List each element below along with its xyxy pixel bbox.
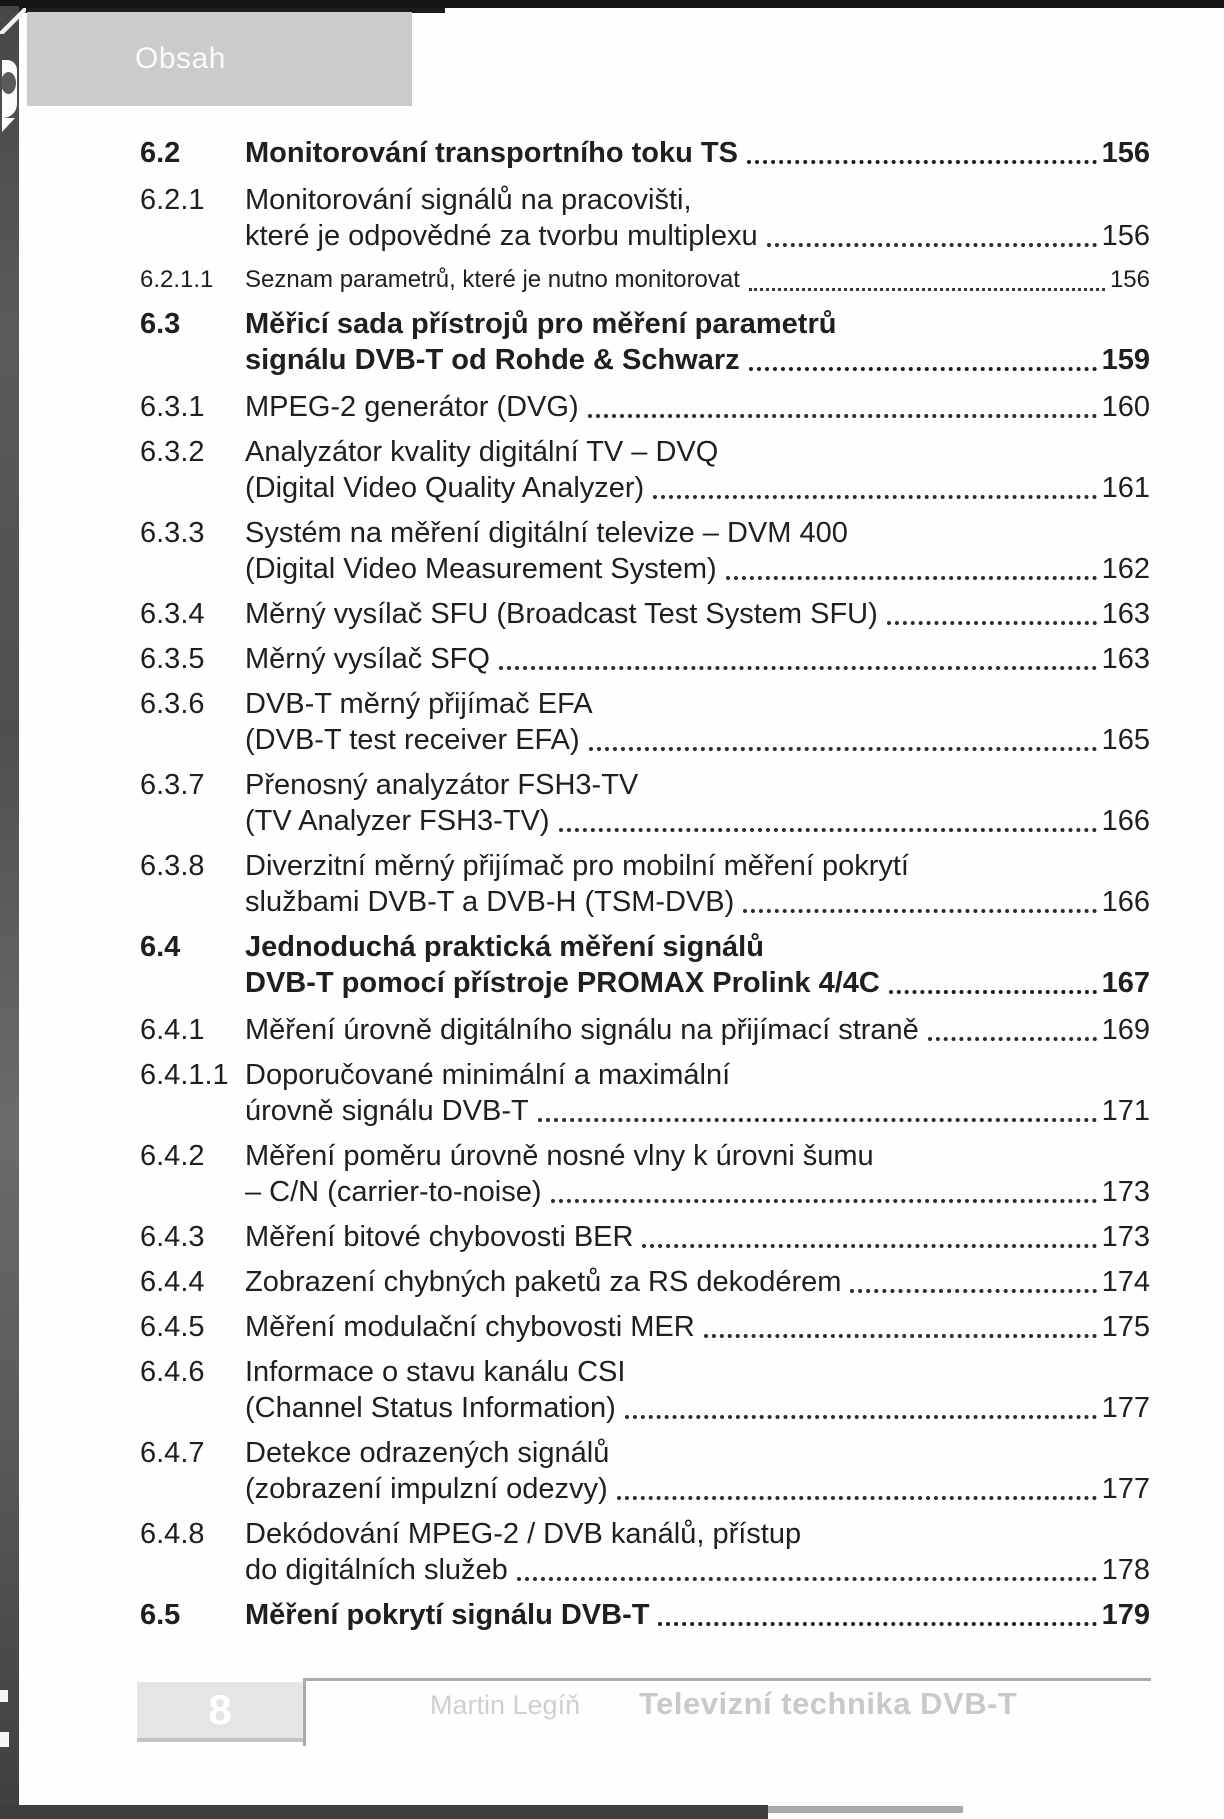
- toc-entry: [140, 1597, 1150, 1633]
- toc-entry: [140, 767, 1150, 839]
- toc-entry-line: [245, 218, 1150, 254]
- footer-rule: [303, 1678, 1151, 1681]
- toc-entry: [140, 1012, 1150, 1048]
- toc-entry-line: Informace o stavu kanálu CSI: [245, 1356, 626, 1388]
- binding-mark: [2, 60, 17, 118]
- toc-entry-body: [245, 1597, 1150, 1633]
- toc-entry-title: Měření bitové chybovosti BER: [245, 1221, 634, 1253]
- leader-dots: [559, 803, 1097, 832]
- toc-entry-title: (TV Analyzer FSH3-TV): [245, 805, 550, 837]
- toc-entry-body: [245, 1138, 1150, 1210]
- page-title: Obsah: [135, 42, 226, 75]
- toc-entry-title: které je odpovědné za tvorbu multiplexu: [245, 220, 758, 252]
- toc-entry-line: Jednoduchá praktická měření signálů: [245, 931, 764, 963]
- toc-entry-line: [245, 551, 1150, 587]
- leader-dots: [653, 470, 1096, 499]
- leader-dots: [642, 1219, 1096, 1248]
- toc-entry-number: 6.3.4: [140, 598, 205, 630]
- toc-entry-line: [245, 1597, 1150, 1633]
- toc-entry: [140, 929, 1150, 1001]
- leader-dots: [588, 389, 1097, 418]
- toc-entry-page: 177: [1101, 1392, 1150, 1424]
- toc-entry-title: – C/N (carrier-to-noise): [245, 1176, 542, 1208]
- toc-entry-page: 169: [1101, 1014, 1150, 1046]
- toc-entry-page: 162: [1101, 553, 1150, 585]
- bottom-scan-band-light: [768, 1806, 963, 1813]
- toc-entry-page: 163: [1101, 643, 1150, 675]
- leader-dots: [658, 1597, 1096, 1626]
- toc-entry-line: [245, 1552, 1150, 1588]
- binding-notch: [0, 1732, 9, 1747]
- toc-entry-page: 177: [1101, 1473, 1150, 1505]
- toc-entry-number: 6.3.5: [140, 643, 205, 675]
- toc-entry: [140, 1219, 1150, 1255]
- toc-entry-body: [245, 1057, 1150, 1129]
- toc-entry: [140, 389, 1150, 425]
- toc-entry-body: [245, 1516, 1150, 1588]
- toc-entry-title: DVB-T pomocí přístroje PROMAX Prolink 4/4C: [245, 967, 880, 999]
- toc-entry: [140, 686, 1150, 758]
- leader-dots: [551, 1174, 1097, 1203]
- footer-book-title: Televizní technika DVB-T: [639, 1686, 1018, 1721]
- toc-entry-number: 6.4.7: [140, 1437, 205, 1469]
- toc-entry-body: [245, 1309, 1150, 1345]
- toc-entry-number: 6.4.5: [140, 1311, 205, 1343]
- leader-dots: [726, 551, 1097, 580]
- toc-entry-line: [245, 1309, 1150, 1345]
- toc-entry: [140, 596, 1150, 632]
- toc-entry-page: 166: [1101, 886, 1150, 918]
- toc-entry-title: signálu DVB-T od Rohde & Schwarz: [245, 344, 740, 376]
- toc-entry-number: 6.2: [140, 137, 181, 169]
- toc-entry-title: Měření modulační chybovosti MER: [245, 1311, 695, 1343]
- toc-entry-page: 156: [1101, 137, 1150, 169]
- leader-dots: [538, 1093, 1097, 1122]
- toc-entry-line: [245, 135, 1150, 171]
- toc-entry-line: [245, 1390, 1150, 1426]
- toc-entry: [140, 848, 1150, 920]
- toc-entry: [140, 1264, 1150, 1300]
- toc-entry-body: [245, 182, 1150, 254]
- toc-entry-page: 167: [1101, 967, 1150, 999]
- toc-entry: [140, 1435, 1150, 1507]
- toc-entry-page: 179: [1101, 1599, 1150, 1631]
- toc-entry-body: [245, 596, 1150, 632]
- toc-entry-body: [245, 1219, 1150, 1255]
- toc-entry-line: [245, 470, 1150, 506]
- toc-entry-line: [245, 641, 1150, 677]
- toc-entry-line: [245, 803, 1150, 839]
- footer-author: Martin Legíň: [430, 1690, 581, 1720]
- toc-entry-body: [245, 1354, 1150, 1426]
- leader-dots: [889, 965, 1097, 994]
- toc-entry-line: [245, 965, 1150, 1001]
- toc-entry-number: 6.3.1: [140, 391, 205, 423]
- toc-entry-line: [245, 263, 1150, 297]
- toc-entry-number: 6.3.3: [140, 517, 205, 549]
- toc-entry: [140, 1309, 1150, 1345]
- toc-entry-line: [245, 1471, 1150, 1507]
- toc-entry-number: 6.4.1.1: [140, 1059, 229, 1091]
- toc-entry-title: Měření pokrytí signálu DVB-T: [245, 1599, 650, 1631]
- toc-entry-line: Monitorování signálů na pracovišti,: [245, 184, 692, 216]
- toc-entry-number: 6.2.1: [140, 184, 205, 216]
- toc-entry-line: Detekce odrazených signálů: [245, 1437, 610, 1469]
- toc-entry-title: Měření úrovně digitálního signálu na přijímací straně: [245, 1014, 919, 1046]
- toc-entry-page: 163: [1101, 598, 1150, 630]
- toc-entry-page: 156: [1109, 266, 1150, 293]
- toc-entry-title: Měrný vysílač SFQ: [245, 643, 490, 675]
- toc-entry: [140, 1057, 1150, 1129]
- toc-entry-line: [245, 596, 1150, 632]
- toc-entry-line: [245, 1264, 1150, 1300]
- toc-entry-body: [245, 515, 1150, 587]
- leader-dots: [704, 1309, 1097, 1338]
- toc-entry-title: MPEG-2 generátor (DVG): [245, 391, 579, 423]
- toc-entry-body: [245, 389, 1150, 425]
- toc-entry: [140, 515, 1150, 587]
- toc-entry-title: úrovně signálu DVB-T: [245, 1095, 529, 1127]
- toc-entry-title: (Digital Video Quality Analyzer): [245, 472, 645, 504]
- toc-entry: [140, 1138, 1150, 1210]
- toc-entry-number: 6.4.8: [140, 1518, 205, 1550]
- toc-entry-body: [245, 263, 1150, 297]
- page-number-box: [137, 1682, 303, 1742]
- toc-entry-body: [245, 929, 1150, 1001]
- toc-entry-body: [245, 135, 1150, 171]
- toc-entry-page: 156: [1101, 220, 1150, 252]
- toc-entry-line: [245, 342, 1150, 378]
- book-binding-strip: [0, 6, 19, 1819]
- toc-entry-page: 171: [1101, 1095, 1150, 1127]
- bottom-scan-band: [0, 1805, 768, 1819]
- corner-scan-mark: [0, 8, 26, 34]
- toc-entry-line: [245, 722, 1150, 758]
- toc-entry: [140, 135, 1150, 171]
- toc-entry-page: 173: [1101, 1221, 1150, 1253]
- toc-entry-line: Měřicí sada přístrojů pro měření parametrů: [245, 308, 837, 340]
- toc-entry-number: 6.4.3: [140, 1221, 205, 1253]
- toc-entry-body: [245, 686, 1150, 758]
- toc-entry-title: (Digital Video Measurement System): [245, 553, 717, 585]
- toc-entry-body: [245, 641, 1150, 677]
- toc-entry-page: 160: [1101, 391, 1150, 423]
- toc-entry-title: (Channel Status Information): [245, 1392, 616, 1424]
- leader-dots: [749, 342, 1097, 371]
- toc-entry-line: [245, 1093, 1150, 1129]
- toc-entry-page: 159: [1101, 344, 1150, 376]
- toc-entry-title: službami DVB-T a DVB-H (TSM-DVB): [245, 886, 735, 918]
- toc-entry-body: [245, 434, 1150, 506]
- toc-entry-line: [245, 1174, 1150, 1210]
- toc-entry-line: [245, 884, 1150, 920]
- toc-entry-title: (zobrazení impulzní odezvy): [245, 1473, 608, 1505]
- toc-entry-line: Dekódování MPEG-2 / DVB kanálů, přístup: [245, 1518, 802, 1550]
- toc-entry-number: 6.4.4: [140, 1266, 205, 1298]
- footer-rule-vertical: [303, 1678, 306, 1746]
- toc-entry-number: 6.4.1: [140, 1014, 205, 1046]
- toc-entry-line: [245, 1219, 1150, 1255]
- page-number: 8: [208, 1686, 232, 1733]
- toc-entry-title: Seznam parametrů, které je nutno monitorovat: [245, 266, 740, 293]
- toc-entry-title: do digitálních služeb: [245, 1554, 508, 1586]
- toc-entry-title: Zobrazení chybných paketů za RS dekodérem: [245, 1266, 842, 1298]
- toc-entry-title: Měrný vysílač SFU (Broadcast Test System SFU): [245, 598, 878, 630]
- toc-entry-number: 6.4: [140, 931, 181, 963]
- toc-entry-line: Přenosný analyzátor FSH3-TV: [245, 769, 639, 801]
- binding-mark-dot: [1, 72, 16, 94]
- leader-dots: [743, 884, 1096, 913]
- toc-entry-page: 178: [1101, 1554, 1150, 1586]
- toc-entry-number: 6.3: [140, 308, 181, 340]
- toc-entry-page: 166: [1101, 805, 1150, 837]
- toc-entry-line: [245, 389, 1150, 425]
- toc-entry: [140, 263, 1150, 297]
- toc-entry-number: 6.3.2: [140, 436, 205, 468]
- toc-entry-line: Diverzitní měrný přijímač pro mobilní měření pokrytí: [245, 850, 909, 882]
- toc-entry-body: [245, 848, 1150, 920]
- toc-entry-line: Analyzátor kvality digitální TV – DVQ: [245, 436, 719, 468]
- top-scan-band: [0, 0, 1224, 8]
- toc-entry-body: [245, 1435, 1150, 1507]
- toc-entry-body: [245, 1012, 1150, 1048]
- toc-entry-body: [245, 306, 1150, 378]
- toc-entry-line: Měření poměru úrovně nosné vlny k úrovni šumu: [245, 1140, 874, 1172]
- leader-dots: [617, 1471, 1097, 1500]
- toc-entry-page: 173: [1101, 1176, 1150, 1208]
- toc-entry-page: 165: [1101, 724, 1150, 756]
- toc-entry-number: 6.2.1.1: [140, 266, 214, 293]
- leader-dots: [887, 596, 1097, 625]
- toc-entry-body: [245, 1264, 1150, 1300]
- leader-dots: [625, 1390, 1097, 1419]
- toc-entry-page: 174: [1101, 1266, 1150, 1298]
- chapter-header-box: [27, 12, 412, 106]
- toc-entry-number: 6.3.7: [140, 769, 205, 801]
- binding-notch: [0, 1690, 8, 1702]
- leader-dots: [517, 1552, 1097, 1581]
- table-of-contents: [140, 130, 1150, 1644]
- toc-entry-number: 6.3.6: [140, 688, 205, 720]
- toc-entry: [140, 1516, 1150, 1588]
- toc-entry-number: 6.3.8: [140, 850, 205, 882]
- toc-entry-body: [245, 767, 1150, 839]
- toc-entry-title: Monitorování transportního toku TS: [245, 137, 738, 169]
- leader-dots: [747, 135, 1097, 164]
- leader-dots: [928, 1012, 1097, 1041]
- toc-entry-line: [245, 1012, 1150, 1048]
- leader-dots: [749, 263, 1105, 291]
- toc-entry-number: 6.4.6: [140, 1356, 205, 1388]
- binding-mark-tail: [2, 118, 15, 132]
- toc-entry-number: 6.5: [140, 1599, 181, 1631]
- leader-dots: [767, 218, 1097, 247]
- toc-entry-line: Doporučované minimální a maximální: [245, 1059, 731, 1091]
- toc-entry: [140, 1354, 1150, 1426]
- toc-entry: [140, 306, 1150, 378]
- toc-entry-page: 175: [1101, 1311, 1150, 1343]
- leader-dots: [499, 641, 1097, 670]
- toc-entry-number: 6.4.2: [140, 1140, 205, 1172]
- toc-entry-title: (DVB-T test receiver EFA): [245, 724, 580, 756]
- toc-entry: [140, 182, 1150, 254]
- toc-entry-page: 161: [1101, 472, 1150, 504]
- toc-entry-line: DVB-T měrný přijímač EFA: [245, 688, 593, 720]
- toc-entry-line: Systém na měření digitální televize – DVM 400: [245, 517, 848, 549]
- leader-dots: [589, 722, 1097, 751]
- toc-entry: [140, 641, 1150, 677]
- toc-entry: [140, 434, 1150, 506]
- leader-dots: [850, 1264, 1096, 1293]
